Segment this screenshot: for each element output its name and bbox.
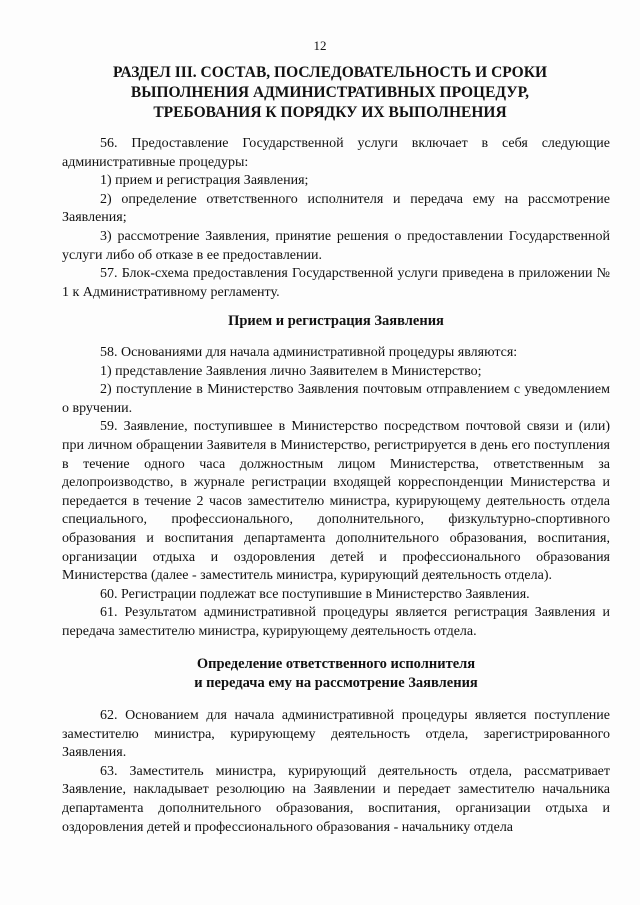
subsection-heading-2-line-1: Определение ответственного исполнителя: [196, 656, 476, 672]
subsection-heading-1: Прием и регистрация Заявления: [228, 313, 444, 329]
paragraph-61: 61. Результатом административной процедуры является регистрация Заявления и передача заместителю министра, курирующему деятельность отдела.: [62, 605, 610, 639]
paragraph-58: 58. Основаниями для начала административной процедуры являются:: [100, 345, 518, 360]
section-title-line-3: ТРЕБОВАНИЯ К ПОРЯДКУ ИХ ВЫПОЛНЕНИЯ: [153, 104, 507, 121]
paragraph-block-2: [62, 344, 610, 642]
list-item-1: 1) представление Заявления лично Заявителем в Министерство;: [100, 363, 482, 379]
paragraph-63: 63. Заместитель министра, курирующий деятельность отдела, рассматривает Заявление, накладывает резолюцию на Заявлении и передает заместителю начальника департамента дополнительного образования, воспитания, организации отдыха и оздоровления детей и профессионального образования - начальнику отдела: [62, 763, 610, 835]
paragraph-56: 56. Предоставление Государственной услуги включает в себя следующие административные процедуры:: [62, 136, 610, 170]
list-item-2: 2) поступление в Министерство Заявления почтовым отправлением с уведомлением о вручении.: [62, 382, 610, 416]
paragraph-62: 62. Основанием для начала административной процедуры является поступление заместителю министра, курирующему деятельность отдела, зарегистрированного Заявления.: [62, 708, 610, 761]
list-item-3: 3) рассмотрение Заявления, принятие решения о предоставлении Государственной услуги либо об отказе в ее предоставлении.: [62, 228, 610, 263]
paragraph-57: 57. Блок-схема предоставления Государственной услуги приведена в приложении № 1 к Административному регламенту.: [62, 266, 610, 300]
subsection-heading-2-line-2: и передача ему на рассмотрение Заявления: [194, 675, 478, 691]
list-item-1: 1) прием и регистрация Заявления;: [100, 173, 309, 189]
list-item-2: 2) определение ответственного исполнителя и передача ему на рассмотрение Заявления;: [62, 191, 610, 226]
paragraph-block-1: [62, 135, 610, 302]
subsection-heading-2: [62, 655, 610, 693]
paragraph-59: 59. Заявление, поступившее в Министерство посредством почтовой связи и (или) при личном обращении Заявителя в Министерство, регистрируется в день его поступления в течение одного часа должностным лицом Министерства, ответственным за делопроизводство, в журнале регистрации входящей корреспонденции Министерства и передается в течение 2 часов заместителю министра, курирующему деятельность отдела специального, профессионального, дополнительного, физкультурно-спортивного образования и воспитания департамента дополнительного образования, воспитания, организации отдыха и оздоровления детей и профессионального образования Министерства (далее - заместитель министра, курирующий деятельность отдела).: [62, 419, 610, 584]
section-title: [70, 63, 590, 123]
paragraph-block-3: [62, 707, 610, 837]
section-title-line-1: РАЗДЕЛ III. СОСТАВ, ПОСЛЕДОВАТЕЛЬНОСТЬ И СРОКИ: [112, 64, 548, 81]
paragraph-60: 60. Регистрации подлежат все поступившие в Министерство Заявления.: [100, 586, 530, 602]
section-title-line-2: ВЫПОЛНЕНИЯ АДМИНИСТРАТИВНЫХ ПРОЦЕДУР,: [130, 84, 530, 101]
page-number: 12: [313, 38, 327, 53]
